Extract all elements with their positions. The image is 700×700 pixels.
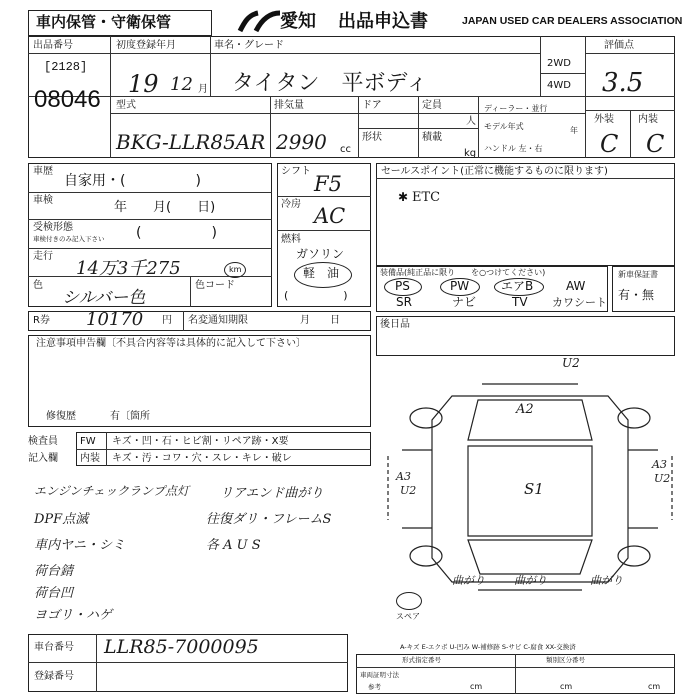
selling-label: セールスポイント(正常に機能するものに限ります)	[381, 166, 608, 177]
year-unit: 年	[570, 126, 578, 135]
r-ticket-value: 10170	[86, 309, 144, 330]
name-change-label: 名変通知期限	[188, 315, 248, 326]
interior-label: 内装	[638, 114, 658, 125]
inspector-row1-type: FW	[80, 436, 96, 447]
diagram-mark-left-u2: U2	[400, 484, 417, 497]
inspector-row1: キズ・凹・石・ヒビ割・リペア跡・X要	[112, 436, 289, 447]
spare-tire-icon	[396, 592, 422, 610]
first-reg-year: 19	[128, 70, 159, 98]
first-reg-month: 12	[170, 74, 193, 95]
km-unit: km	[229, 265, 242, 274]
listing-number: 08046	[34, 86, 101, 113]
warranty-label: 新車保証書	[618, 270, 658, 279]
fuel-extra-paren: ( )	[284, 289, 348, 302]
remark-4: 荷台錆	[34, 564, 74, 579]
inspector-label: 検査員	[28, 436, 58, 447]
inspector-row2: キズ・汚・コワ・穴・スレ・キレ・破レ	[112, 453, 292, 464]
equip-navi: ナビ	[452, 295, 477, 309]
receive-note: 車検付きのみ記入下さい	[33, 235, 105, 243]
receive-paren: ( )	[136, 225, 217, 241]
equip-leather: カワシート	[552, 296, 607, 309]
fuel-label: 燃料	[281, 234, 301, 245]
equip-sr: SR	[396, 295, 412, 309]
remark-right-1: リアエンド曲がり	[220, 486, 324, 501]
color-value: シルバー色	[62, 288, 146, 308]
chassis-value: LLR85-7000095	[104, 636, 259, 658]
month-unit: 月	[198, 84, 208, 95]
inspection-label: 車検	[33, 195, 53, 206]
diagram-mark-roof: A2	[516, 402, 534, 417]
class-code-label: 類別区分番号	[546, 656, 585, 664]
remark-right-2: 往復ダリ・フレームS	[206, 512, 332, 527]
notes-label: 注意事項申告欄〔不具合内容等は具体的に記入して下さい〕	[36, 338, 306, 349]
displacement-value: 2990	[276, 130, 327, 154]
diagram-mark-bend-2: 曲がり	[514, 574, 547, 587]
damage-legend: A-キズ E-エクボ U-凹み W-補修跡 S-サビ C-腐食 XX-交換済	[400, 643, 576, 651]
spare-label: スペア	[396, 612, 420, 621]
drive-4wd: 4WD	[547, 80, 571, 91]
rating-label: 評価点	[604, 40, 634, 51]
diagram-mark-left-a3: A3	[396, 470, 411, 483]
equip-airbag: エアB	[501, 279, 534, 293]
handle-label: ハンドル 左・右	[484, 144, 543, 153]
model-label: 型式	[116, 100, 136, 111]
diagram-mark-right-u2: U2	[654, 472, 671, 485]
r-ticket-yen: 円	[162, 315, 172, 326]
warranty-value: 有・無	[618, 288, 655, 302]
selling-item: ETC	[412, 190, 441, 205]
equip-tv: TV	[512, 295, 528, 309]
shift-label: シフト	[281, 166, 311, 177]
exterior-label: 外装	[594, 114, 614, 125]
shift-value: F5	[314, 172, 342, 196]
vehicle-name-label: 車名・グレード	[214, 40, 284, 51]
remark-2: DPF点滅	[34, 512, 89, 527]
equip-pw: PW	[450, 279, 470, 293]
size-label: 車両証明寸法	[360, 671, 399, 679]
after-goods-box	[376, 316, 675, 356]
r-ticket-label: R券	[33, 315, 50, 326]
person-unit: 人	[466, 116, 476, 127]
form-title: 出品申込書	[338, 11, 428, 32]
kg-unit: kg	[464, 148, 477, 159]
equip-ps: PS	[395, 279, 410, 293]
remark-1: エンジンチェックランプ点灯	[34, 484, 190, 498]
aircon-label: 冷房	[281, 199, 301, 210]
diagram-mark-top: U2	[562, 356, 580, 370]
remark-right-3: 各 A U S	[206, 538, 261, 553]
equip-aw: AW	[566, 279, 586, 293]
remark-5: 荷台凹	[34, 586, 74, 601]
displacement-label: 排気量	[274, 100, 304, 111]
registration-label: 登録番号	[34, 671, 74, 682]
diagram-mark-right-a3: A3	[652, 458, 667, 471]
ref-label: 参考	[368, 683, 381, 691]
cm-unit-1: cm	[470, 682, 483, 691]
diagram-mark-bend-1: 曲がり	[452, 574, 485, 587]
history-label: 車歴	[33, 166, 53, 177]
vehicle-name: タイタン 平ボディ	[232, 71, 428, 96]
first-reg-label: 初度登録年月	[116, 40, 176, 51]
cm-unit-2: cm	[560, 682, 573, 691]
remark-3: 車内ヤニ・シミ	[34, 538, 126, 553]
mileage-label: 走行	[33, 251, 53, 262]
cc-unit: cc	[340, 144, 351, 155]
aircon-value: AC	[314, 204, 346, 228]
listing-number-label: 出品番号	[33, 40, 73, 51]
after-goods-label: 後日品	[380, 319, 410, 330]
exterior-grade: C	[600, 130, 619, 158]
history-value: 自家用・( )	[64, 173, 201, 189]
interior-grade: C	[646, 130, 665, 158]
cm-unit-3: cm	[648, 682, 661, 691]
load-label: 積載	[422, 132, 442, 143]
fuel-gasoline: ガソリン	[296, 247, 345, 261]
fuel-diesel: 軽 油	[303, 266, 340, 280]
capacity-label: 定員	[422, 100, 442, 111]
mileage-value: 14万3千275	[76, 258, 181, 279]
chassis-label: 車台番号	[34, 642, 74, 653]
diagram-mark-bend-3: 曲がり	[590, 574, 623, 587]
inspector-row2-type: 内装	[80, 453, 100, 464]
name-change-value: 月 日	[300, 315, 340, 326]
form-code-label: 形式指定番号	[402, 656, 441, 664]
assoc-name: JAPAN USED CAR DEALERS ASSOCIATION	[462, 15, 683, 27]
receive-label: 受検形態	[33, 222, 73, 233]
equipment-label: 装備品(純正品に限り を○つけてください)	[380, 268, 546, 277]
rating-value: 3.5	[602, 68, 644, 98]
listing-code: [2128]	[44, 60, 88, 74]
prefecture-name: 愛知	[280, 11, 316, 32]
inspection-value: 年 月( 日)	[114, 200, 216, 215]
check-mark-icon: ✱	[398, 190, 409, 204]
ju-logo-icon	[236, 9, 282, 35]
model-value: BKG-LLR85AR	[116, 130, 266, 154]
door-label: ドア	[362, 100, 382, 111]
remark-6: ヨゴリ・ハゲ	[34, 608, 113, 623]
repair-label: 修復歴	[46, 411, 76, 422]
inspector-fill-label: 記入欄	[28, 453, 58, 464]
shape-label: 形状	[362, 132, 382, 143]
drive-2wd: 2WD	[547, 58, 571, 69]
color-code-label: 色コード	[195, 280, 235, 291]
storage-label: 車内保管・守衛保管	[36, 13, 172, 31]
diagram-mark-bed: S1	[524, 480, 544, 498]
repair-value: 有〔箇所	[110, 411, 150, 422]
dealer-label: ディーラー・並行	[484, 104, 548, 113]
color-label: 色	[33, 280, 43, 291]
model-year-label: モデル年式	[484, 122, 524, 131]
